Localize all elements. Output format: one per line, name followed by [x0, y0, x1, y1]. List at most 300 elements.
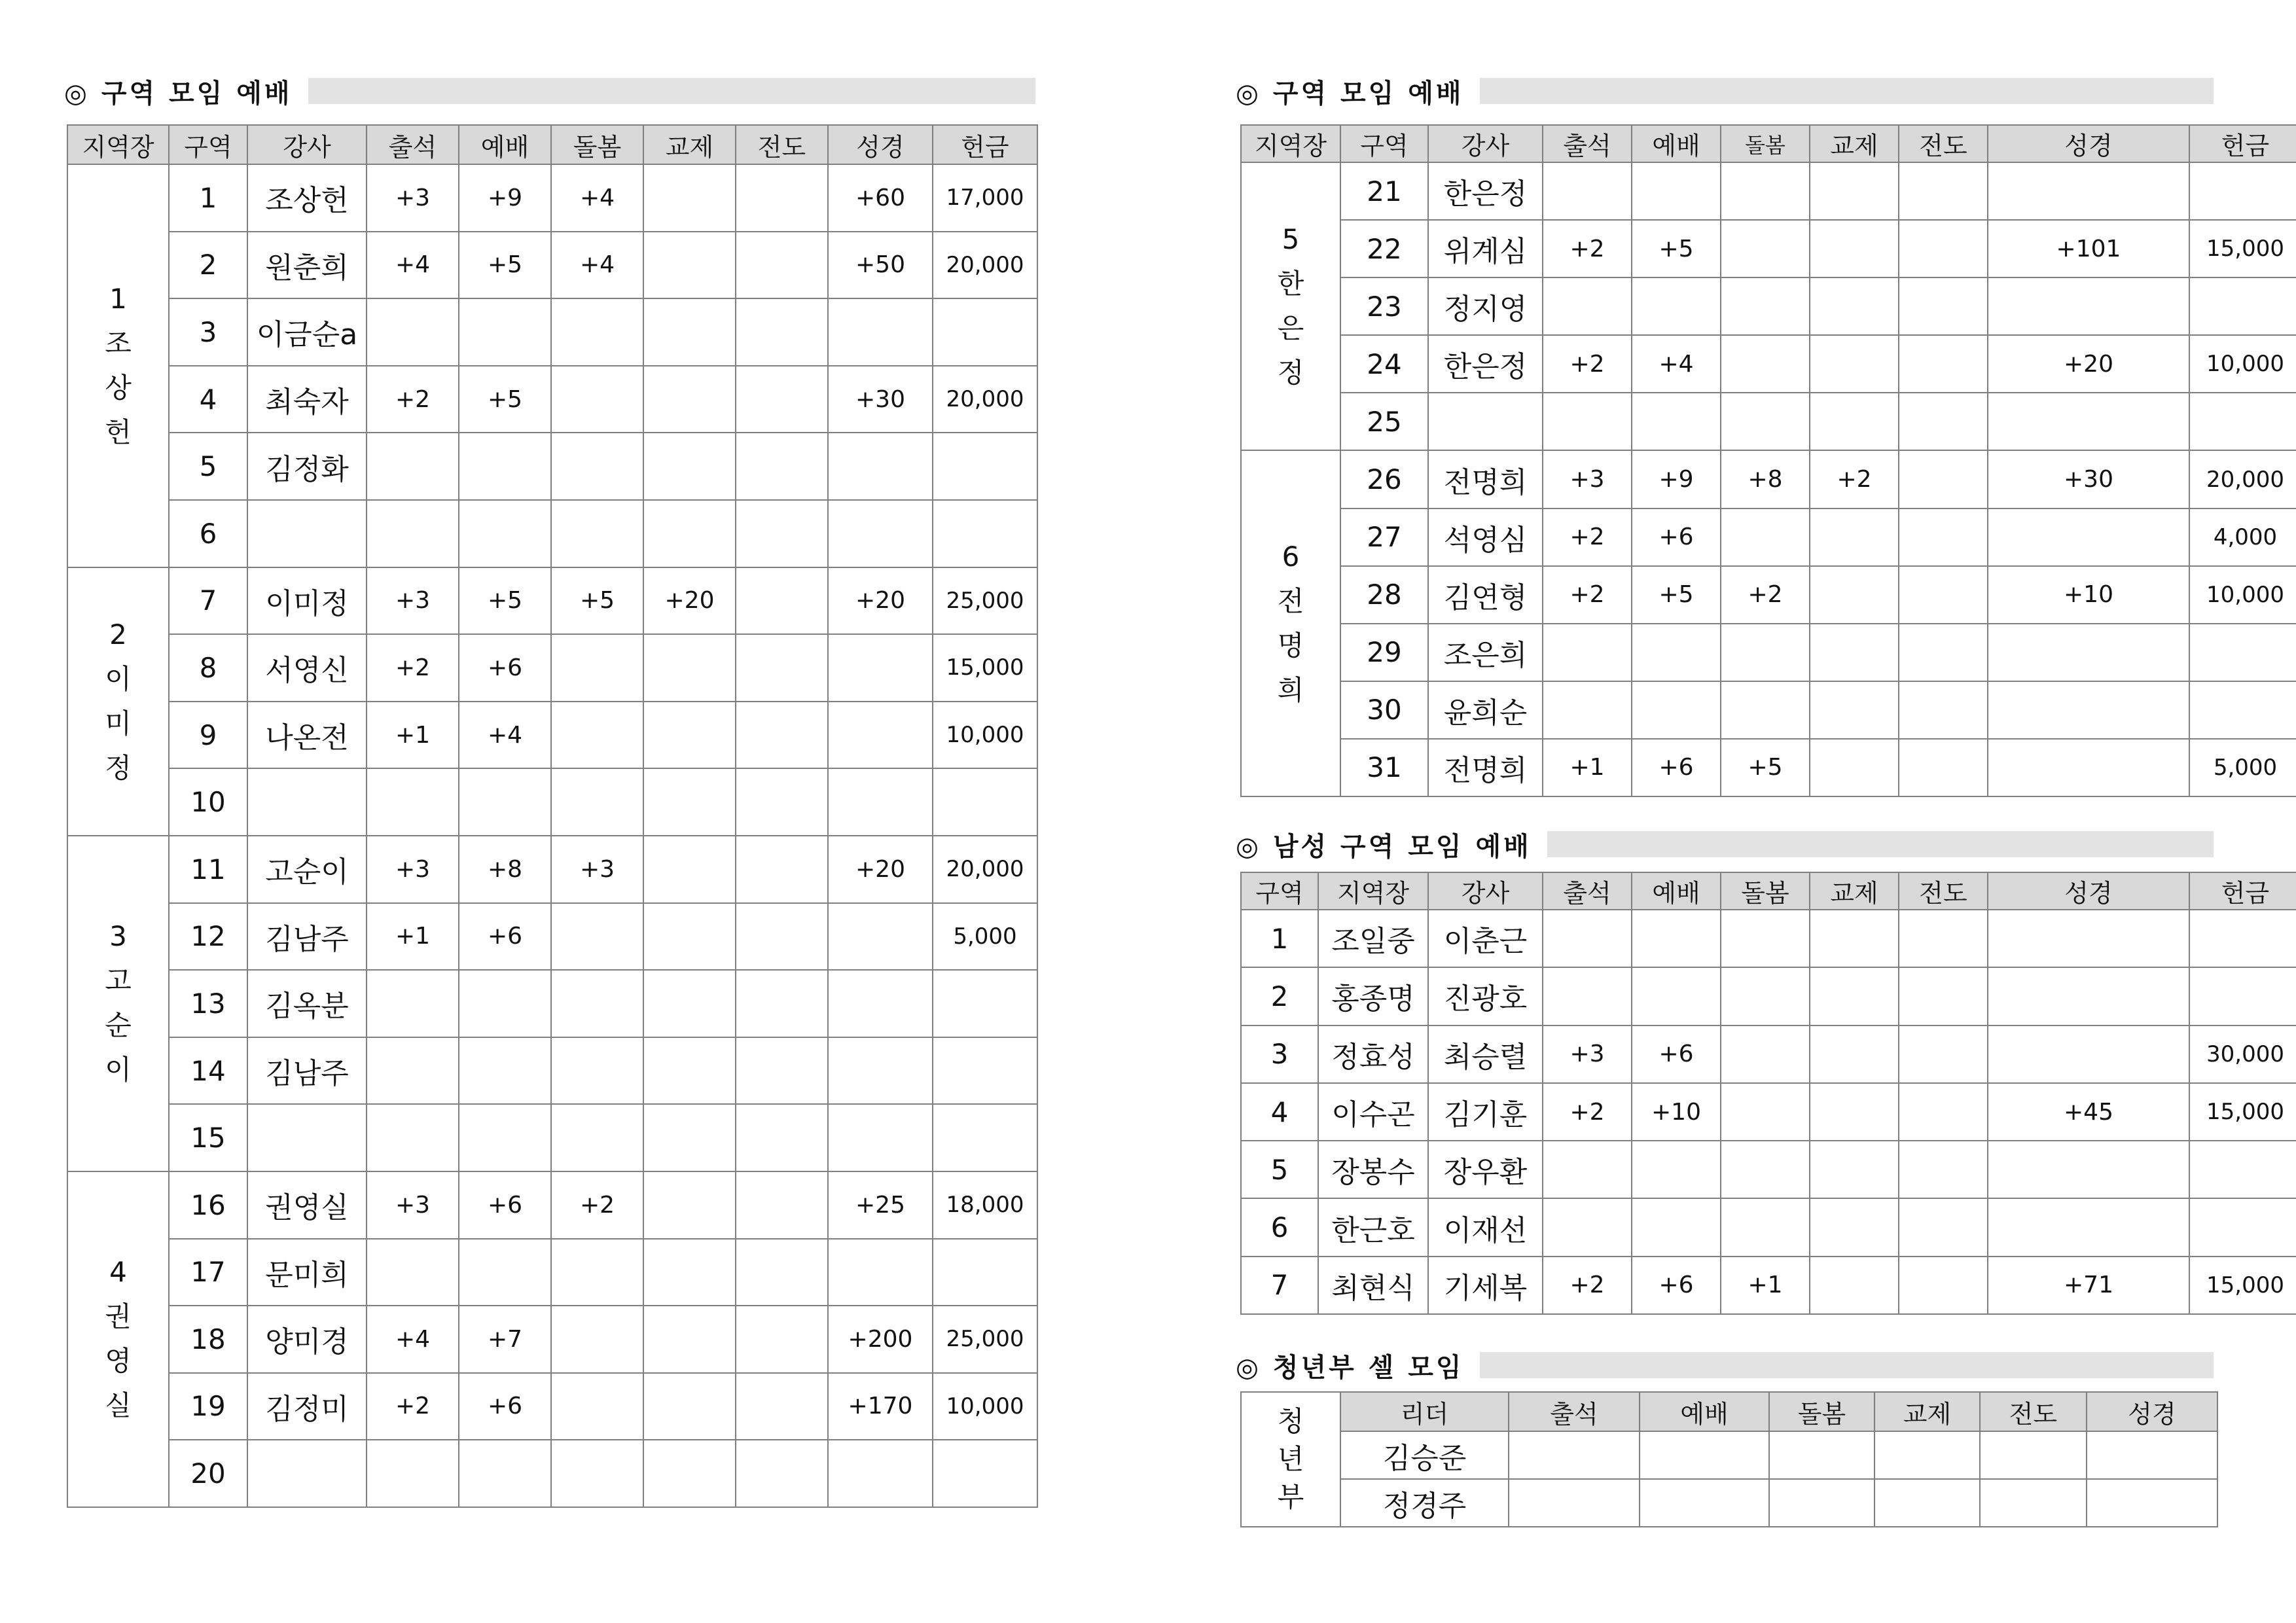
section4-title-row — [1236, 1350, 2214, 1383]
cell-fel — [643, 1373, 736, 1440]
youth-group-char: 부 — [1277, 1481, 1304, 1513]
section3-table — [1240, 872, 2296, 1315]
cell-fel — [643, 836, 736, 903]
cell-fel — [643, 1306, 736, 1373]
cell-evan — [1899, 277, 1988, 335]
cell-fel — [643, 970, 736, 1037]
table-row — [1241, 681, 2296, 739]
region-leader-name: 한근호 — [1318, 1198, 1428, 1256]
cell-evan — [736, 836, 828, 903]
instructor-name: 나온전 — [247, 702, 367, 769]
instructor-name: 양미경 — [247, 1306, 367, 1373]
cell-off — [2189, 910, 2296, 967]
cell-evan — [1899, 1026, 1988, 1083]
cell-care — [1721, 162, 1810, 220]
cell-off — [933, 433, 1037, 500]
cell-wor: +6 — [1632, 1257, 1721, 1314]
cell-fel — [643, 298, 736, 366]
cell-care: +3 — [551, 836, 643, 903]
cell-wor — [1632, 910, 1721, 967]
cell-att — [1543, 162, 1632, 220]
instructor-name: 김기훈 — [1428, 1083, 1543, 1141]
cell-bible — [1988, 162, 2189, 220]
cell-att — [367, 1037, 459, 1105]
region-leader-name-char: 정 — [105, 751, 132, 784]
cell-att — [1543, 277, 1632, 335]
cell-wor: +6 — [1632, 1026, 1721, 1083]
cell-att — [367, 768, 459, 836]
column-header: 구역 — [169, 125, 247, 164]
cell-fel — [643, 768, 736, 836]
cell-fel — [1810, 681, 1899, 739]
cell-evan — [736, 1104, 828, 1171]
cell-care — [551, 1440, 643, 1507]
cell-evan — [1980, 1479, 2087, 1527]
region-leader-name-char: 고 — [105, 965, 132, 997]
cell-evan — [736, 1440, 828, 1507]
region-leader-number: 4 — [109, 1256, 127, 1289]
column-header: 구역 — [1241, 872, 1318, 910]
cell-off — [2189, 277, 2296, 335]
cell-fel — [643, 702, 736, 769]
cell-off — [2189, 967, 2296, 1025]
section4-title: ◎ 청년부 셀 모임 — [1236, 1352, 1464, 1383]
cell-att — [1509, 1479, 1640, 1527]
region-leader-name-char: 미 — [105, 707, 132, 740]
cell-att: +2 — [367, 366, 459, 433]
cell-wor: +5 — [1632, 220, 1721, 277]
cell-fel — [1810, 393, 1899, 450]
cell-bible — [1988, 681, 2189, 739]
district-number: 26 — [1340, 450, 1428, 508]
cell-att — [367, 500, 459, 567]
cell-care: +4 — [551, 232, 643, 299]
column-header: 전도 — [1899, 872, 1988, 910]
district-number: 3 — [169, 298, 247, 366]
cell-evan — [1899, 681, 1988, 739]
cell-off: 15,000 — [2189, 1257, 2296, 1314]
table-row — [1241, 162, 2296, 220]
region-leader-name: 조일중 — [1318, 910, 1428, 967]
district-number: 4 — [169, 366, 247, 433]
table-row — [1241, 624, 2296, 681]
cell-fel — [1810, 624, 1899, 681]
cell-evan — [1899, 1083, 1988, 1141]
district-number: 5 — [1241, 1141, 1318, 1198]
cell-fel: +2 — [1810, 450, 1899, 508]
district-number: 4 — [1241, 1083, 1318, 1141]
cell-att: +3 — [367, 567, 459, 635]
cell-evan — [736, 1239, 828, 1306]
section2-title-bar — [1480, 78, 2214, 104]
column-header: 예배 — [1632, 872, 1721, 910]
cell-bible — [828, 1104, 933, 1171]
region-leader-name-char: 이 — [105, 662, 132, 695]
cell-wor — [459, 500, 551, 567]
column-header: 헌금 — [933, 125, 1037, 164]
district-number: 5 — [169, 433, 247, 500]
youth-group-char: 년 — [1277, 1443, 1304, 1475]
cell-evan — [1899, 967, 1988, 1025]
instructor-name: 윤희순 — [1428, 681, 1543, 739]
cell-evan — [736, 768, 828, 836]
cell-wor — [459, 1440, 551, 1507]
cell-bible: +20 — [828, 836, 933, 903]
cell-att — [367, 298, 459, 366]
cell-att: +4 — [367, 232, 459, 299]
cell-att — [1543, 393, 1632, 450]
cell-att: +2 — [1543, 508, 1632, 566]
cell-care — [551, 903, 643, 971]
column-header: 성경 — [1988, 872, 2189, 910]
region-leader-number: 5 — [1282, 223, 1300, 256]
cell-att — [1543, 624, 1632, 681]
cell-off — [2189, 162, 2296, 220]
cell-evan — [1899, 1141, 1988, 1198]
cell-bible — [828, 768, 933, 836]
cell-att: +1 — [367, 903, 459, 971]
cell-bible: +60 — [828, 164, 933, 232]
region-leader-name: 홍종명 — [1318, 967, 1428, 1025]
cell-care — [1721, 277, 1810, 335]
region-leader-name-char: 조 — [105, 327, 132, 359]
instructor-name: 김연형 — [1428, 566, 1543, 624]
cell-att: +2 — [367, 1373, 459, 1440]
cell-bible — [2087, 1479, 2217, 1527]
cell-att: +1 — [1543, 739, 1632, 796]
cell-bible — [828, 433, 933, 500]
instructor-name: 원춘희 — [247, 232, 367, 299]
column-header: 돌봄 — [1721, 872, 1810, 910]
header-row — [1241, 872, 2296, 910]
cell-off — [933, 1239, 1037, 1306]
cell-care: +5 — [551, 567, 643, 635]
header-row — [1241, 1392, 2217, 1431]
cell-fel — [1810, 1083, 1899, 1141]
cell-bible — [828, 702, 933, 769]
table-row — [67, 702, 1037, 769]
region-leader-name: 최현식 — [1318, 1257, 1428, 1314]
cell-off — [933, 1037, 1037, 1105]
cell-fel — [1810, 508, 1899, 566]
column-header: 예배 — [1632, 125, 1721, 162]
column-header: 지역장 — [1318, 872, 1428, 910]
column-header: 성경 — [2087, 1392, 2217, 1431]
district-number: 23 — [1340, 277, 1428, 335]
cell-att: +4 — [367, 1306, 459, 1373]
cell-bible — [828, 634, 933, 702]
cell-att — [1543, 910, 1632, 967]
column-header: 돌봄 — [1769, 1392, 1874, 1431]
cell-wor — [1632, 624, 1721, 681]
region-leader-name-char: 한 — [1277, 268, 1304, 300]
cell-evan — [736, 1306, 828, 1373]
cell-care — [1721, 1083, 1810, 1141]
cell-wor — [459, 298, 551, 366]
cell-care: +5 — [1721, 739, 1810, 796]
instructor-name: 조상헌 — [247, 164, 367, 232]
cell-off: 20,000 — [933, 836, 1037, 903]
cell-care — [551, 1373, 643, 1440]
cell-att: +2 — [367, 634, 459, 702]
district-number: 13 — [169, 970, 247, 1037]
column-header: 출석 — [1543, 125, 1632, 162]
cell-wor — [1632, 162, 1721, 220]
cell-off: 25,000 — [933, 567, 1037, 635]
cell-care — [1721, 1026, 1810, 1083]
cell-wor — [1640, 1479, 1769, 1527]
cell-leader-name: 김승준 — [1340, 1431, 1509, 1479]
cell-evan — [1899, 450, 1988, 508]
cell-wor — [459, 970, 551, 1037]
cell-fel — [1810, 220, 1899, 277]
section3-title: ◎ 남성 구역 모임 예배 — [1236, 831, 1532, 862]
region-leader-name-char: 명 — [1277, 629, 1304, 662]
cell-care — [1769, 1479, 1874, 1527]
section1-title: ◎ 구역 모임 예배 — [64, 78, 293, 109]
cell-bible: +71 — [1988, 1257, 2189, 1314]
cell-off — [933, 500, 1037, 567]
instructor-name: 전명희 — [1428, 450, 1543, 508]
district-number: 27 — [1340, 508, 1428, 566]
cell-att — [367, 1104, 459, 1171]
region-leader-name-char: 정 — [1277, 357, 1304, 389]
region-leader-name: 이수곤 — [1318, 1083, 1428, 1141]
district-number: 24 — [1340, 335, 1428, 393]
cell-wor — [1632, 1141, 1721, 1198]
section1-title-row — [64, 76, 1035, 109]
cell-wor — [1632, 967, 1721, 1025]
cell-bible — [828, 903, 933, 971]
section2-title-row — [1236, 76, 2214, 109]
cell-wor: +8 — [459, 836, 551, 903]
table-row — [1241, 220, 2296, 277]
cell-bible — [1988, 624, 2189, 681]
cell-bible: +50 — [828, 232, 933, 299]
cell-evan — [736, 433, 828, 500]
cell-att — [1543, 967, 1632, 1025]
cell-att — [1543, 1198, 1632, 1256]
region-leader-cell — [67, 567, 169, 836]
table-row — [67, 500, 1037, 567]
region-leader-cell — [67, 1171, 169, 1507]
cell-off: 10,000 — [2189, 335, 2296, 393]
youth-group-cell — [1241, 1392, 1340, 1527]
cell-off — [933, 1104, 1037, 1171]
cell-evan — [1899, 393, 1988, 450]
column-header: 예배 — [1640, 1392, 1769, 1431]
table-row — [67, 567, 1037, 635]
region-leader-name-char: 실 — [105, 1389, 132, 1422]
instructor-name: 석영심 — [1428, 508, 1543, 566]
column-header: 성경 — [1988, 125, 2189, 162]
cell-att — [1543, 1141, 1632, 1198]
cell-bible — [1988, 967, 2189, 1025]
instructor-name: 장우환 — [1428, 1141, 1543, 1198]
cell-fel — [1874, 1479, 1980, 1527]
cell-wor — [459, 1037, 551, 1105]
table-row — [67, 1239, 1037, 1306]
region-leader-name-char: 전 — [1277, 584, 1304, 617]
region-leader-name: 정효성 — [1318, 1026, 1428, 1083]
cell-care — [1721, 1198, 1810, 1256]
cell-off — [933, 1440, 1037, 1507]
cell-fel — [643, 232, 736, 299]
cell-evan — [736, 298, 828, 366]
table-row — [67, 1373, 1037, 1440]
region-leader-cell — [1241, 162, 1340, 450]
cell-wor — [459, 433, 551, 500]
cell-fel — [643, 1440, 736, 1507]
cell-att — [367, 433, 459, 500]
cell-leader-name: 정경주 — [1340, 1479, 1509, 1527]
district-number: 3 — [1241, 1026, 1318, 1083]
cell-care — [1721, 220, 1810, 277]
cell-evan — [736, 903, 828, 971]
table-row — [1241, 566, 2296, 624]
cell-off: 15,000 — [2189, 220, 2296, 277]
cell-wor: +9 — [459, 164, 551, 232]
district-number: 29 — [1340, 624, 1428, 681]
cell-att: +2 — [1543, 566, 1632, 624]
cell-att — [367, 970, 459, 1037]
cell-evan — [1899, 739, 1988, 796]
section2-table — [1240, 124, 2296, 797]
table-row — [67, 836, 1037, 903]
table-row — [1241, 739, 2296, 796]
region-leader-name-char: 이 — [105, 1054, 132, 1086]
district-number: 7 — [169, 567, 247, 635]
table-row — [67, 1306, 1037, 1373]
instructor-name: 김정화 — [247, 433, 367, 500]
district-number: 12 — [169, 903, 247, 971]
cell-evan — [736, 567, 828, 635]
cell-care — [551, 298, 643, 366]
table-row — [67, 366, 1037, 433]
column-header: 강사 — [1428, 125, 1543, 162]
cell-care — [551, 634, 643, 702]
district-number: 30 — [1340, 681, 1428, 739]
region-leader-name-char: 영 — [105, 1345, 132, 1378]
table-row — [1241, 508, 2296, 566]
column-header: 헌금 — [2189, 125, 2296, 162]
instructor-name: 조은희 — [1428, 624, 1543, 681]
district-number: 15 — [169, 1104, 247, 1171]
cell-wor: +6 — [459, 1171, 551, 1239]
instructor-name: 한은정 — [1428, 335, 1543, 393]
cell-off: 10,000 — [933, 1373, 1037, 1440]
district-number: 25 — [1340, 393, 1428, 450]
instructor-name — [247, 1104, 367, 1171]
table-row — [67, 298, 1037, 366]
cell-care — [551, 1037, 643, 1105]
district-number: 2 — [1241, 967, 1318, 1025]
cell-care — [551, 1104, 643, 1171]
column-header: 전도 — [736, 125, 828, 164]
column-header: 구역 — [1340, 125, 1428, 162]
cell-fel — [1810, 335, 1899, 393]
instructor-name: 이미정 — [247, 567, 367, 635]
cell-wor: +5 — [1632, 566, 1721, 624]
cell-care — [551, 366, 643, 433]
district-number: 6 — [1241, 1198, 1318, 1256]
cell-evan — [1899, 566, 1988, 624]
cell-care — [551, 1306, 643, 1373]
table-row — [67, 768, 1037, 836]
cell-fel — [643, 1239, 736, 1306]
cell-off — [933, 970, 1037, 1037]
cell-fel — [643, 634, 736, 702]
cell-wor: +6 — [1632, 508, 1721, 566]
table-row — [1241, 450, 2296, 508]
district-number: 2 — [169, 232, 247, 299]
cell-att: +2 — [1543, 1257, 1632, 1314]
cell-off: 15,000 — [2189, 1083, 2296, 1141]
cell-off — [933, 768, 1037, 836]
cell-wor: +6 — [1632, 739, 1721, 796]
district-number: 9 — [169, 702, 247, 769]
cell-care — [551, 768, 643, 836]
cell-fel — [1874, 1431, 1980, 1479]
cell-bible — [828, 970, 933, 1037]
cell-evan — [1899, 220, 1988, 277]
cell-fel — [643, 1037, 736, 1105]
cell-off — [2189, 393, 2296, 450]
instructor-name: 진광호 — [1428, 967, 1543, 1025]
cell-wor: +5 — [459, 232, 551, 299]
column-header: 강사 — [1428, 872, 1543, 910]
cell-care — [551, 970, 643, 1037]
column-header: 리더 — [1340, 1392, 1509, 1431]
district-number: 11 — [169, 836, 247, 903]
cell-fel — [643, 500, 736, 567]
district-number: 18 — [169, 1306, 247, 1373]
cell-bible — [828, 1239, 933, 1306]
cell-off — [2189, 624, 2296, 681]
cell-fel — [1810, 162, 1899, 220]
column-header: 돌봄 — [551, 125, 643, 164]
cell-evan — [736, 970, 828, 1037]
cell-off: 20,000 — [933, 232, 1037, 299]
header-row — [1241, 125, 2296, 162]
district-number: 20 — [169, 1440, 247, 1507]
cell-evan — [1899, 335, 1988, 393]
instructor-name: 김남주 — [247, 1037, 367, 1105]
region-leader-number: 3 — [109, 920, 127, 953]
cell-off: 30,000 — [2189, 1026, 2296, 1083]
cell-bible — [1988, 508, 2189, 566]
table-row — [1241, 1026, 2296, 1083]
column-header: 출석 — [367, 125, 459, 164]
column-header: 헌금 — [2189, 872, 2296, 910]
cell-bible: +30 — [828, 366, 933, 433]
cell-wor: +6 — [459, 1373, 551, 1440]
cell-bible — [828, 298, 933, 366]
cell-bible — [1988, 739, 2189, 796]
cell-bible: +20 — [828, 567, 933, 635]
cell-bible: +25 — [828, 1171, 933, 1239]
region-leader-cell — [67, 836, 169, 1171]
region-leader-name-char: 상 — [105, 371, 132, 404]
cell-off — [2189, 1198, 2296, 1256]
instructor-name: 권영실 — [247, 1171, 367, 1239]
cell-evan — [1899, 508, 1988, 566]
cell-off — [2189, 1141, 2296, 1198]
column-header: 교제 — [1874, 1392, 1980, 1431]
table-row — [1241, 910, 2296, 967]
district-number: 17 — [169, 1239, 247, 1306]
section1-title-bar — [308, 78, 1035, 104]
